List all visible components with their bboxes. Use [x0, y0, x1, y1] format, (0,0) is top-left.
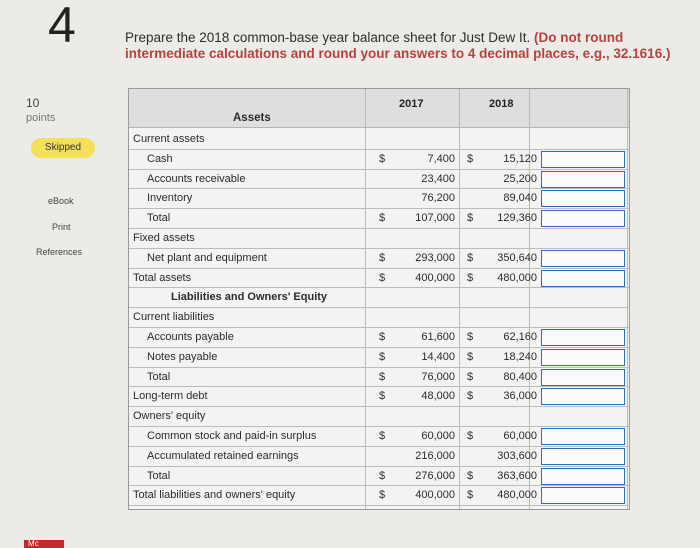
row-label: Current assets	[133, 133, 205, 145]
row-divider	[129, 188, 629, 189]
question-instruction: Prepare the 2018 common-base year balance sheet for Just Dew It.	[125, 30, 531, 45]
common-base-input[interactable]	[541, 349, 625, 366]
value-2017: 60,000	[421, 430, 455, 442]
question-number: 4	[48, 0, 76, 53]
value-2018: 18,240	[503, 350, 537, 363]
dollar-sign-2018: $	[467, 350, 474, 363]
row-label: Current liabilities	[133, 311, 215, 324]
row-divider	[129, 367, 629, 368]
dollar-sign-2017: $	[379, 212, 386, 225]
row-divider	[129, 466, 629, 467]
row-label: Accounts payable	[147, 331, 234, 343]
value-2018: 60,000	[503, 430, 537, 442]
row-label: Fixed assets	[133, 232, 195, 244]
dollar-sign-2018: $	[467, 251, 474, 264]
question-emphasis: (Do not round intermediate calculations and round your answers to 4 decimal places, e.g., 32.1616.)	[125, 30, 671, 61]
dollar-sign-2018: $	[467, 212, 474, 225]
row-label: Total liabilities and owners' equity	[133, 489, 296, 502]
logo: Mc	[24, 540, 64, 548]
value-2018: 25,200	[503, 172, 537, 185]
row-divider	[129, 347, 629, 348]
value-2017: 48,000	[421, 390, 455, 403]
dollar-sign-2017: $	[379, 430, 386, 442]
dollar-sign-2017: $	[379, 469, 386, 482]
dollar-sign-2018: $	[467, 152, 474, 165]
ebook-link[interactable]: eBook	[48, 196, 74, 206]
value-2018: 480,000	[497, 271, 537, 284]
common-base-input[interactable]	[541, 388, 625, 405]
row-label: Accounts receivable	[147, 172, 246, 185]
value-2017: 400,000	[415, 271, 455, 284]
value-2017: 7,400	[427, 152, 455, 165]
value-2017: 23,400	[421, 172, 455, 185]
row-label: Inventory	[147, 192, 193, 205]
value-2017: 216,000	[415, 449, 455, 462]
row-divider	[129, 505, 629, 506]
assets-heading: Assets	[233, 112, 271, 124]
status-badge: Skipped	[31, 138, 95, 158]
points-value: 10	[26, 96, 40, 110]
value-2018: 303,600	[497, 449, 537, 462]
row-label: Notes payable	[147, 350, 218, 363]
value-2018: 80,400	[503, 370, 537, 383]
dollar-sign-2018: $	[467, 271, 474, 284]
common-base-input[interactable]	[541, 329, 625, 346]
common-base-input[interactable]	[541, 270, 625, 287]
row-divider	[129, 208, 629, 209]
dollar-sign-2017: $	[379, 152, 386, 165]
value-2017: 400,000	[415, 489, 455, 502]
row-label: Total assets	[133, 271, 192, 284]
dollar-sign-2017: $	[379, 350, 386, 363]
common-base-input[interactable]	[541, 487, 625, 504]
row-label: Total	[147, 212, 171, 225]
dollar-sign-2018: $	[467, 390, 474, 403]
common-base-input[interactable]	[541, 468, 625, 485]
points-label: points	[26, 112, 56, 124]
value-2018: 129,360	[497, 212, 537, 225]
common-base-input[interactable]	[541, 428, 625, 445]
references-link[interactable]: References	[36, 247, 83, 257]
table-header	[129, 89, 629, 128]
dollar-sign-2018: $	[467, 430, 474, 442]
value-2018: 363,600	[497, 469, 537, 482]
dollar-sign-2018: $	[467, 331, 474, 343]
row-label: Common stock and paid-in surplus	[147, 430, 317, 442]
row-divider	[129, 485, 629, 486]
dollar-sign-2018: $	[467, 469, 474, 482]
points-box	[26, 96, 55, 126]
row-divider	[129, 446, 629, 447]
dollar-sign-2017: $	[379, 271, 386, 284]
dollar-sign-2017: $	[379, 251, 386, 264]
value-2017: 61,600	[421, 331, 455, 343]
dollar-sign-2017: $	[379, 370, 386, 383]
value-2018: 36,000	[503, 390, 537, 403]
row-label: Cash	[147, 152, 173, 165]
common-base-input[interactable]	[541, 151, 625, 168]
value-2017: 76,000	[421, 370, 455, 383]
row-divider	[129, 327, 629, 328]
common-base-input[interactable]	[541, 210, 625, 227]
row-divider	[129, 169, 629, 170]
value-2017: 76,200	[421, 192, 455, 205]
value-2018: 62,160	[503, 331, 537, 343]
common-base-input[interactable]	[541, 250, 625, 267]
year-2018-header: 2018	[489, 98, 514, 110]
dollar-sign-2018: $	[467, 370, 474, 383]
row-divider	[129, 307, 629, 308]
row-label: Liabilities and Owners' Equity	[171, 291, 328, 304]
row-divider	[129, 228, 629, 229]
common-base-input[interactable]	[541, 448, 625, 465]
value-2017: 276,000	[415, 469, 455, 482]
dollar-sign-2017: $	[379, 489, 386, 502]
common-base-input[interactable]	[541, 190, 625, 207]
dollar-sign-2017: $	[379, 390, 386, 403]
row-divider	[129, 268, 629, 269]
value-2017: 107,000	[415, 212, 455, 225]
row-label: Total	[147, 469, 171, 482]
row-label: Net plant and equipment	[147, 251, 267, 264]
value-2018: 350,640	[497, 251, 537, 264]
row-divider	[129, 426, 629, 427]
row-divider	[129, 406, 629, 407]
dollar-sign-2017: $	[379, 331, 386, 343]
row-label: Accumulated retained earnings	[147, 449, 299, 462]
row-label: Total	[147, 370, 171, 383]
row-divider	[129, 248, 629, 249]
value-2018: 480,000	[497, 489, 537, 502]
row-label: Long-term debt	[133, 390, 208, 403]
dollar-sign-2018: $	[467, 489, 474, 502]
row-label: Owners' equity	[133, 410, 206, 423]
row-divider	[129, 149, 629, 150]
print-link[interactable]: Print	[52, 222, 71, 232]
balance-sheet-table	[128, 88, 630, 510]
common-base-input[interactable]	[541, 171, 625, 188]
year-2017-header: 2017	[399, 98, 424, 110]
row-divider	[129, 386, 629, 387]
common-base-input[interactable]	[541, 369, 625, 386]
value-2017: 293,000	[415, 251, 455, 264]
question-text	[125, 30, 685, 62]
value-2018: 15,120	[503, 152, 537, 165]
value-2018: 89,040	[503, 192, 537, 205]
value-2017: 14,400	[421, 350, 455, 363]
row-divider	[129, 287, 629, 288]
